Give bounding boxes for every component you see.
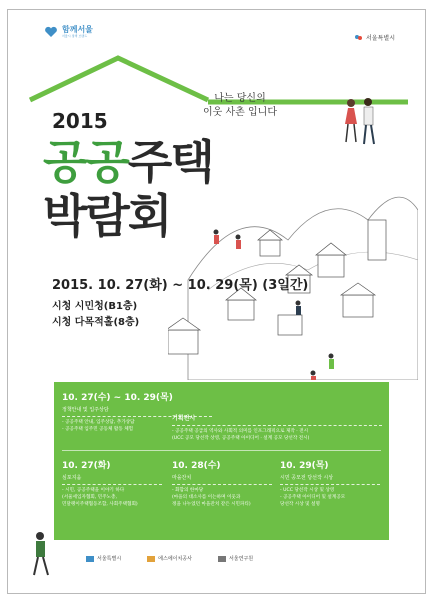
block-1-heading: 10. 27(수) ~ 10. 29(목) [62,393,173,403]
block-4-line-3: 정을 나누었던 마을잔치 같은 시민파티) [172,502,251,507]
block-5-heading: 10. 29(목) [280,461,329,471]
block-4-line-2: (마을의 대소사를 이는하며 이웃과 [172,495,241,500]
sh-logo-icon [147,556,155,562]
venue-2: 시청 다목적홀(8층) [52,317,140,328]
program-block-3 [62,458,162,508]
footer-logos [86,555,253,562]
village-illustration [168,90,418,380]
block-4-line-1: - 화합의 한마당 [172,488,204,493]
block-2-line-2: (UCC 공모 당선작 상영, 공공주택 아이디어 · 설계 공모 당선작 전시) [172,436,310,441]
event-year: 2015 [52,109,108,133]
brand-logo [44,26,93,38]
program-info-box [54,382,389,540]
seoul-symbol-icon [354,33,363,42]
brand-sub: 서울시 정책 브랜드 [62,34,88,38]
block-5-line-1: - UCC 당선작 시상 및 상영 [280,488,335,493]
block-3-line-2: (서울세입자협회, 민주노총, [62,495,117,500]
block-5-line-3: 당선작 시상 및 설명 [280,502,320,507]
title-green-part: 공공 [43,135,128,189]
block-3-line-3: 민달팽이주택협동조합, 사회주택협회) [62,502,138,507]
couple-figures [345,98,374,144]
title-line-2: 박람회 [43,189,171,243]
block-5-sub: 시민 공모전 당선작 시상 [280,475,334,481]
slogan-line-1: 나는 당신의 [214,93,266,104]
block-2-line-1: - 공공주택 공급의 역사와 사회적 의미를 인포그래픽으로 제작 · 전시 [172,429,309,434]
block-3-line-1: - 시민, 공공주택을 이야기 하다 [62,488,125,493]
footer-logo-1: 서울특별시 [86,555,121,562]
block-1-sub: 정책안내 및 입주상담 [62,407,109,413]
block-1-line-1: - 공공주택 안내, 입주상담, 추가상담 [62,420,135,425]
block-1-line-2: - 공공주택 입주민 공동체 활동 체험 [62,427,134,432]
block-4-heading: 10. 28(수) [172,461,221,471]
walking-man-illustration [26,530,56,580]
venue-1: 시청 시민청(B1층) [52,301,138,312]
org-name: 서울특별시 [366,35,395,42]
block-4-sub: 마을잔치 [172,475,192,481]
institute-logo-icon [218,556,226,562]
block-3-heading: 10. 27(화) [62,461,111,471]
title-dark-part: 주택 [127,135,213,189]
footer-logo-2: 에스에이치공사 [147,555,192,562]
block-5-line-2: - 공공주택 아이디어 및 설계공모 [280,495,346,500]
slogan-line-2: 이웃 사촌 입니다 [203,107,277,118]
program-block-2 [172,410,382,442]
program-block-4 [172,458,272,508]
program-block-5 [280,458,380,508]
block-3-sub: 심포지움 [62,475,82,481]
heart-icon [44,26,58,38]
org-logo [354,33,395,42]
block-2-heading: 기획전시 [172,415,196,422]
event-dates: 2015. 10. 27(화) ~ 10. 29(목) (3일간) [52,278,309,293]
seoul-logo-icon [86,556,94,562]
poster [7,9,426,594]
brand-main: 함께서울 [62,25,93,34]
footer-logo-3: 서울연구원 [218,555,253,562]
